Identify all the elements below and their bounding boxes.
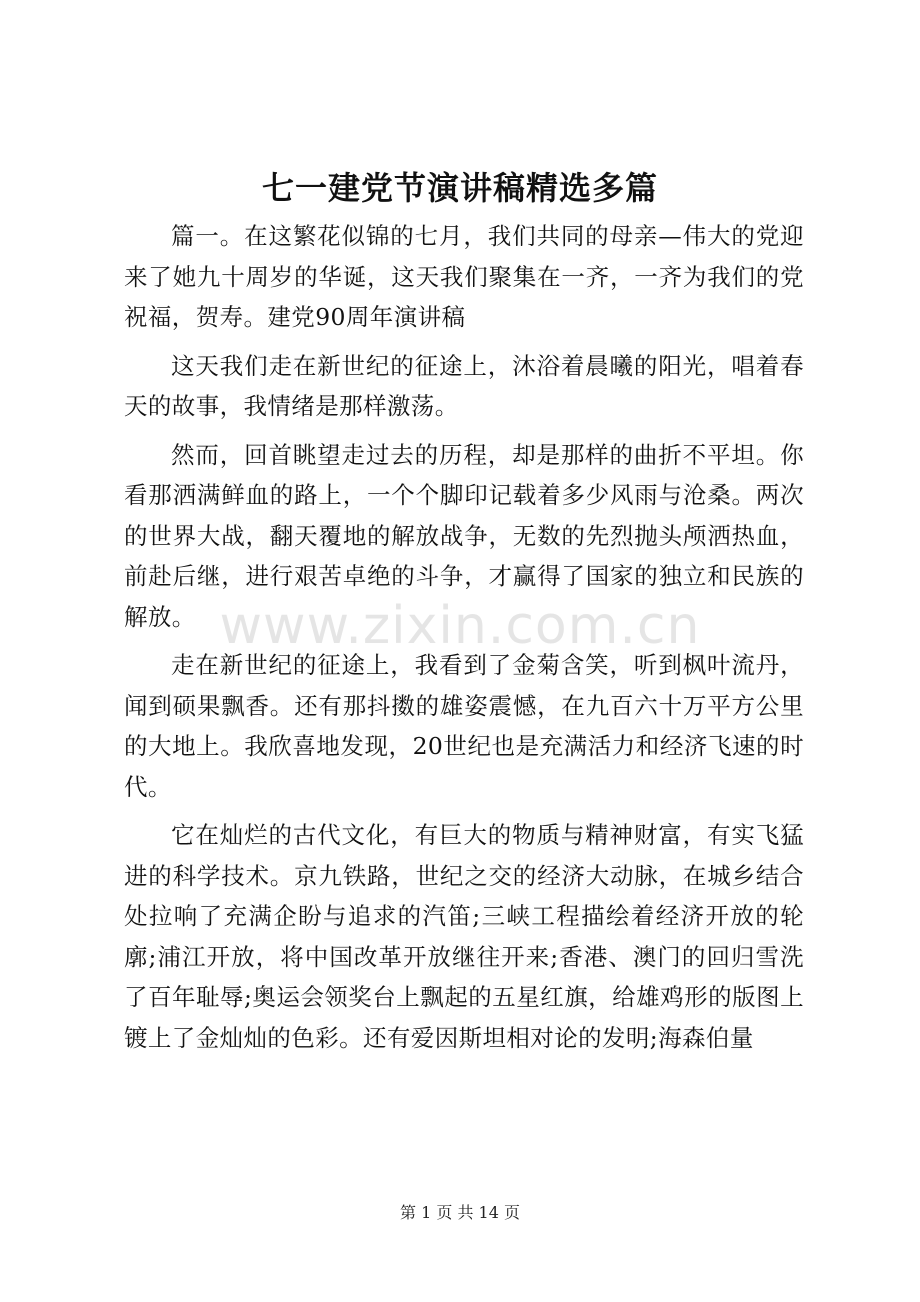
paragraph: 这天我们走在新世纪的征途上，沐浴着晨曦的阳光，唱着春天的故事，我情绪是那样激荡。 xyxy=(124,351,804,420)
paragraph: 然而，回首眺望走过去的历程，却是那样的曲折不平坦。你看那洒满鲜血的路上，一个个脚印记载着多少风雨与沧桑。两次的世界大战，翻天覆地的解放战争，无数的先烈抛头颅洒热血，前赴后继，进行艰苦卓绝的斗争，才赢得了国家的独立和民族的解放。 xyxy=(124,440,804,631)
document-title: 七一建党节演讲稿精选多篇 xyxy=(261,169,658,207)
paragraph: 它在灿烂的古代文化，有巨大的物质与精神财富，有实飞猛进的科学技术。京九铁路，世纪之交的经济大动脉，在城乡结合处拉响了充满企盼与追求的汽笛;三峡工程描绘着经济开放的轮廓;浦江开放，将中国改革开放继往开来;香港、澳门的回归雪洗了百年耻辱;奥运会领奖台上飘起的五星红旗，给雄鸡形的版图上镀上了金灿灿的色彩。还有爱因斯坦相对论的发明;海森伯量 xyxy=(124,821,804,1052)
page-footer xyxy=(0,1200,920,1223)
paragraph: 篇一。在这繁花似锦的七月，我们共同的母亲—伟大的党迎来了她九十周岁的华诞，这天我们聚集在一齐，一齐为我们的党祝福，贺寿。建党90周年演讲稿 xyxy=(124,222,804,331)
document-body xyxy=(124,216,804,1066)
watermark: www.zixin.com.cn xyxy=(219,596,701,656)
paragraph: 走在新世纪的征途上，我看到了金菊含笑，听到枫叶流丹，闻到硕果飘香。还有那抖擞的雄姿震憾，在九百六十万平方公里的大地上。我欣喜地发现，20世纪也是充满活力和经济飞速的时代。 xyxy=(124,651,804,801)
page-number-label: 第 1 页 共 14 页 xyxy=(400,1203,520,1222)
